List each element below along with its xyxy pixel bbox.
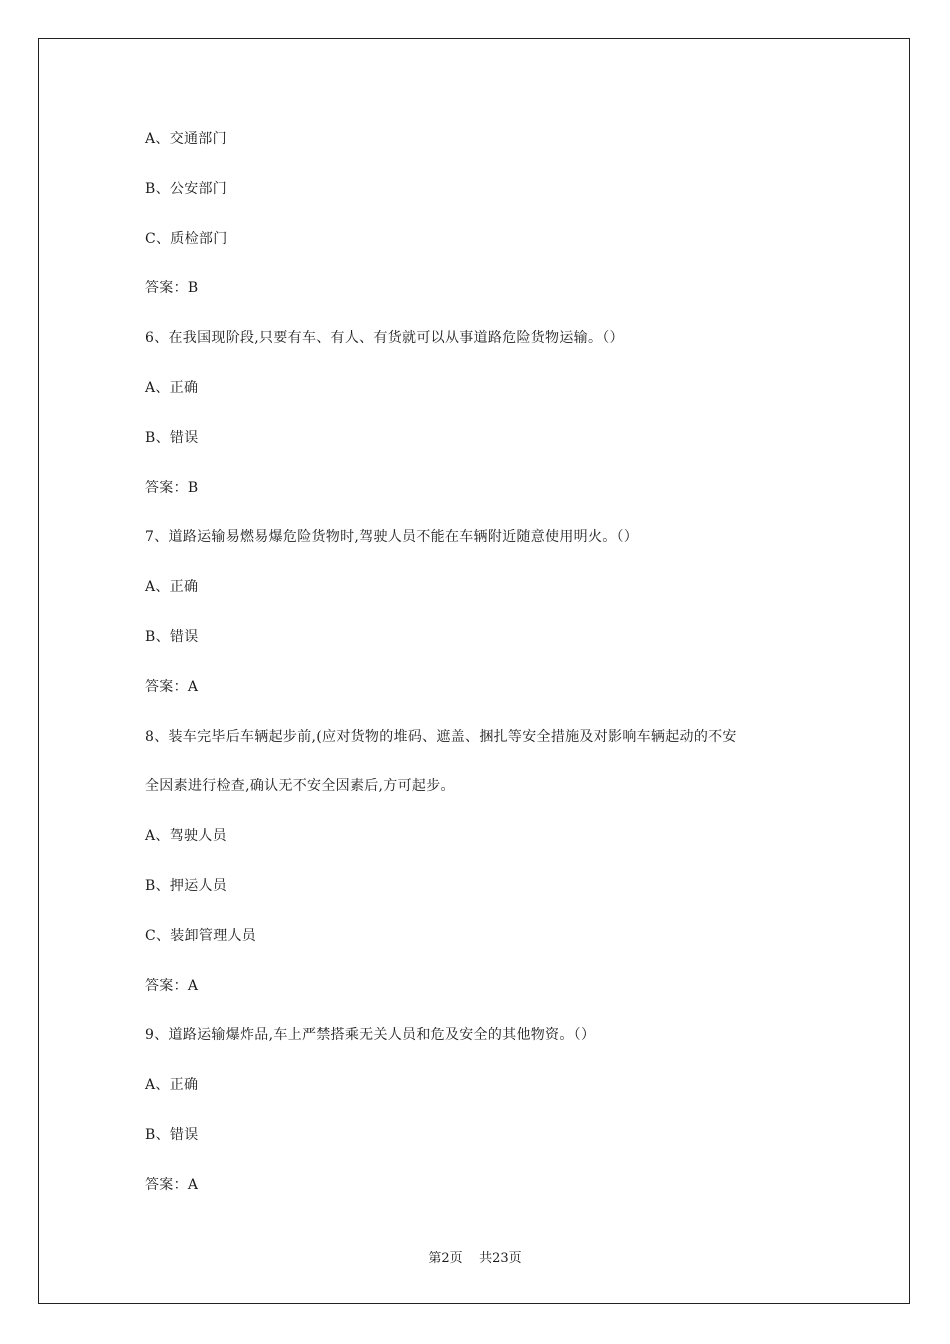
document-body	[145, 125, 825, 1221]
option-b: B、押运人员	[145, 877, 228, 894]
answer: 答案：A	[145, 977, 199, 994]
page-total: 共23页	[479, 1251, 522, 1266]
answer: 答案：A	[145, 678, 199, 695]
answer: 答案：A	[145, 1176, 199, 1193]
answer: 答案：B	[145, 479, 199, 496]
option-a: A、驾驶人员	[145, 828, 227, 845]
page-number: 第2页	[428, 1251, 463, 1266]
question-8-continued: 全因素进行检查,确认无不安全因素后,方可起步。	[145, 778, 455, 795]
option-b: B、错误	[145, 1126, 199, 1143]
option-a: A、正确	[145, 379, 199, 396]
option-b: B、公安部门	[145, 180, 228, 197]
option-a: A、正确	[145, 579, 199, 596]
question-9: 9、道路运输爆炸品,车上严禁搭乘无关人员和危及安全的其他物资。（）	[145, 1027, 596, 1044]
question-6: 6、在我国现阶段,只要有车、有人、有货就可以从事道路危险货物运输。（）	[145, 330, 624, 347]
option-c: C、质检部门	[145, 230, 228, 247]
option-b: B、错误	[145, 429, 199, 446]
question-8: 8、装车完毕后车辆起步前,(应对货物的堆码、遮盖、捆扎等安全措施及对影响车辆起动的不安	[145, 728, 737, 745]
option-b: B、错误	[145, 628, 199, 645]
page-footer	[0, 1247, 950, 1266]
option-a: A、交通部门	[145, 131, 227, 147]
question-7: 7、道路运输易燃易爆危险货物时,驾驶人员不能在车辆附近随意使用明火。（）	[145, 529, 639, 546]
option-a: A、正确	[145, 1077, 199, 1094]
option-c: C、装卸管理人员	[145, 927, 257, 944]
answer: 答案：B	[145, 280, 199, 297]
